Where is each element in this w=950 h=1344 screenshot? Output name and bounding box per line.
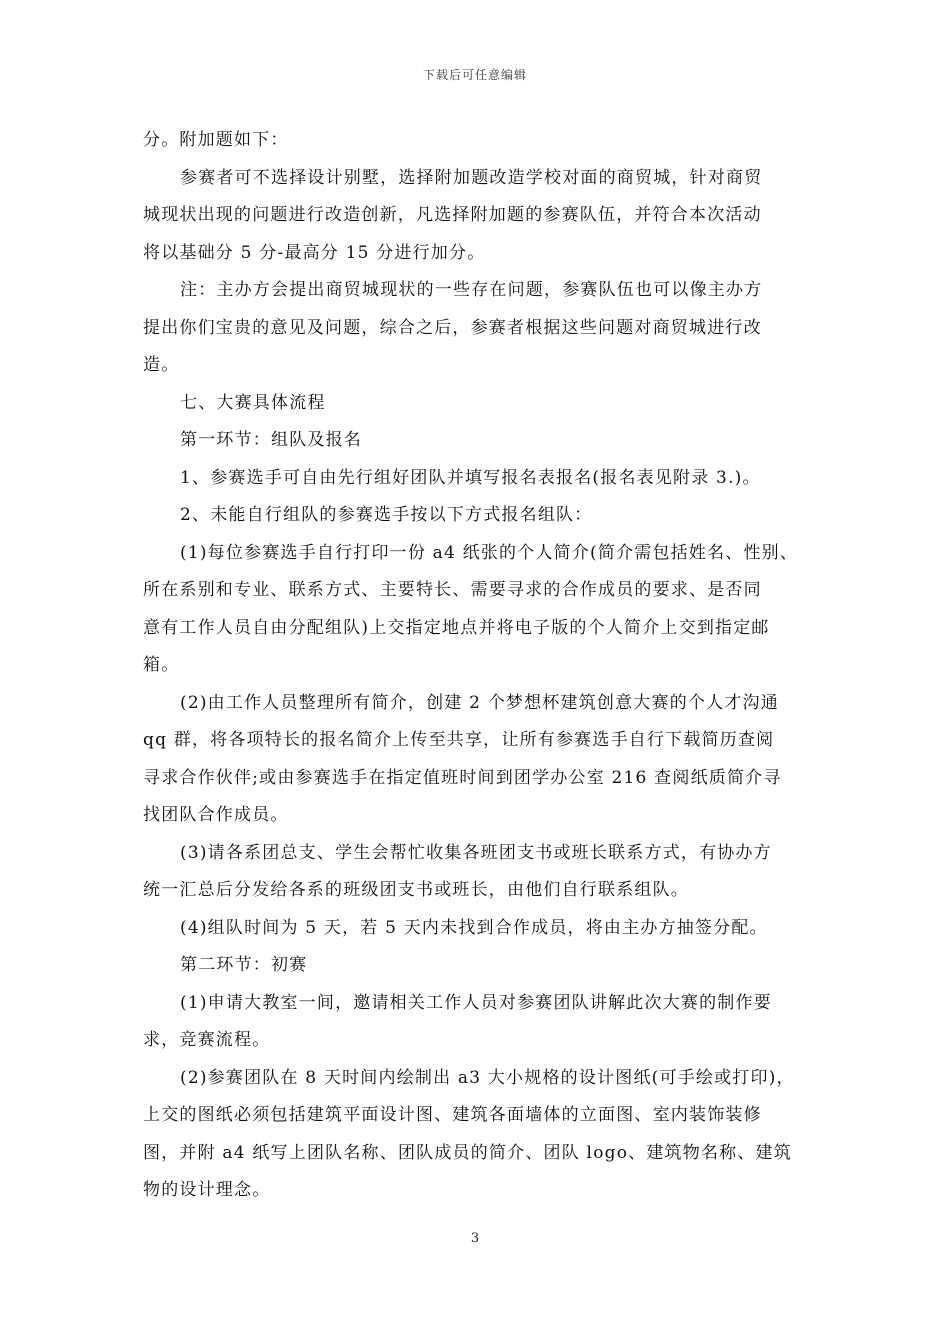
text-line: (1)每位参赛选手自行打印一份 a4 纸张的个人简介(简介需包括姓名、性别、 bbox=[180, 542, 799, 563]
text-line: 城现状出现的问题进行改造创新，凡选择附加题的参赛队伍，并符合本次活动 bbox=[143, 205, 762, 225]
text-line: 统一汇总后分发给各系的班级团支书或班长，由他们自行联系组队。 bbox=[143, 880, 689, 900]
text-line: 意有工作人员自由分配组队)上交指定地点并将电子版的个人简介上交到指定邮 bbox=[143, 617, 770, 638]
text-line: 所在系别和专业、联系方式、主要特长、需要寻求的合作成员的要求、是否同 bbox=[143, 580, 762, 600]
text-line: 造。 bbox=[143, 355, 180, 375]
text-line: 将以基础分 5 分-最高分 15 分进行加分。 bbox=[143, 242, 486, 263]
text-line: 1、参赛选手可自由先行组好团队并填写报名表报名(报名表见附录 3.)。 bbox=[180, 467, 761, 488]
text-line: 上交的图纸必须包括建筑平面设计图、建筑各面墙体的立面图、室内装饰装修 bbox=[143, 1105, 762, 1125]
text-line: 求，竞赛流程。 bbox=[143, 1030, 271, 1050]
text-line: (1)申请大教室一间，邀请相关工作人员对参赛团队讲解此次大赛的制作要 bbox=[180, 992, 772, 1013]
section-heading: 七、大赛具体流程 bbox=[180, 392, 326, 413]
subsection-heading: 第二环节：初赛 bbox=[180, 955, 308, 975]
text-line: qq 群，将各项特长的报名简介上传至共享，让所有参赛选手自行下载简历查阅 bbox=[143, 730, 775, 750]
text-line: (2)参赛团队在 8 天时间内绘制出 a3 大小规格的设计图纸(可手绘或打印)， bbox=[180, 1067, 795, 1088]
page-header: 下载后可任意编辑 bbox=[422, 68, 527, 82]
text-line: 找团队合作成员。 bbox=[143, 805, 289, 825]
text-line: 提出你们宝贵的意见及问题，综合之后，参赛者根据这些问题对商贸城进行改 bbox=[143, 317, 762, 338]
text-line: 箱。 bbox=[143, 655, 180, 675]
subsection-heading: 第一环节：组队及报名 bbox=[180, 430, 362, 450]
text-line: 参赛者可不选择设计别墅，选择附加题改造学校对面的商贸城，针对商贸 bbox=[180, 167, 763, 188]
text-line: 分。附加题如下： bbox=[143, 130, 289, 150]
text-line: (4)组队时间为 5 天，若 5 天内未找到合作成员，将由主办方抽签分配。 bbox=[180, 917, 768, 938]
text-line: 寻求合作伙伴;或由参赛选手在指定值班时间到团学办公室 216 查阅纸质简介寻 bbox=[143, 767, 782, 788]
text-line: (3)请各系团总支、学生会帮忙收集各班团支书或班长联系方式，有协办方 bbox=[180, 842, 772, 863]
document-body bbox=[143, 122, 809, 1210]
text-line: (2)由工作人员整理所有简介，创建 2 个梦想杯建筑创意大赛的个人才沟通 bbox=[180, 692, 779, 713]
text-line: 注：主办方会提出商贸城现状的一些存在问题，参赛队伍也可以像主办方 bbox=[180, 280, 763, 300]
text-line: 图，并附 a4 纸写上团队名称、团队成员的简介、团队 logo、建筑物名称、建筑 bbox=[143, 1142, 792, 1163]
page-number: 3 bbox=[470, 1231, 480, 1246]
text-line: 2、未能自行组队的参赛选手按以下方式报名组队： bbox=[180, 505, 593, 525]
text-line: 物的设计理念。 bbox=[143, 1180, 271, 1200]
